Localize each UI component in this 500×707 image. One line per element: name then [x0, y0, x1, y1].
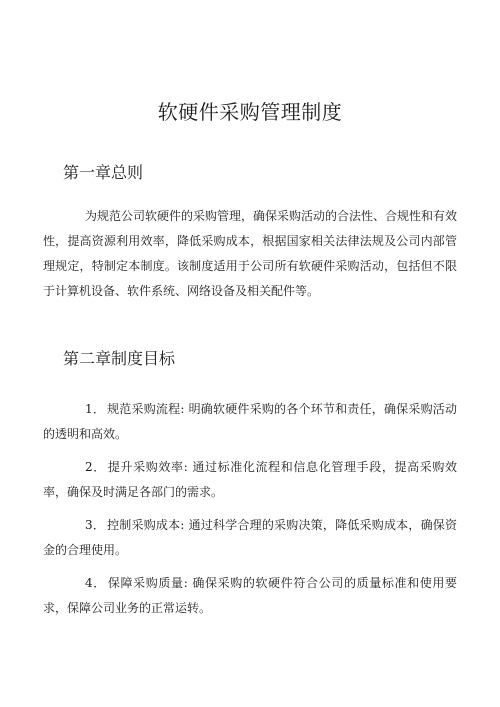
objective-number: 4． [85, 576, 106, 590]
objective-item [43, 571, 457, 621]
chapter-1-heading: 第一章总则 [63, 163, 144, 182]
objective-title: 控制采购成本: [107, 518, 185, 532]
objective-title: 提升采购效率: [107, 460, 188, 474]
objective-text: 通过科学合理的采购决策，降低采购成本，确保资金的合理使用。 [43, 518, 457, 557]
objective-title: 规范采购流程: [107, 402, 185, 416]
objective-item [43, 455, 457, 505]
objective-item [43, 513, 457, 563]
objective-number: 3． [85, 518, 106, 532]
objective-number: 1． [85, 402, 106, 416]
objective-text: 通过标准化流程和信息化管理手段，提高采购效率，确保及时满足各部门的需求。 [43, 460, 458, 499]
objective-number: 2． [85, 460, 106, 474]
objectives-list [43, 397, 457, 629]
objective-title: 保障采购质量: [107, 576, 188, 590]
objective-item [43, 397, 457, 447]
objective-text: 确保采购的软硬件符合公司的质量标准和使用要求，保障公司业务的正常运转。 [43, 576, 458, 615]
chapter-1-paragraph: 为规范公司软硬件的采购管理，确保采购活动的合法性、合规性和有效性，提高资源利用效率，降低采购成本，根据国家相关法律法规及公司内部管理规定，特制定本制度。该制度适用于公司所有软硬件采购活动，包括但不限于计算机设备、软件系统、网络设备及相关配件等。 [43, 209, 458, 298]
document-title: 软硬件采购管理制度 [157, 100, 343, 124]
objective-text: 明确软硬件采购的各个环节和责任，确保采购活动的透明和高效。 [43, 402, 457, 441]
chapter-2-heading: 第二章制度目标 [63, 349, 176, 368]
